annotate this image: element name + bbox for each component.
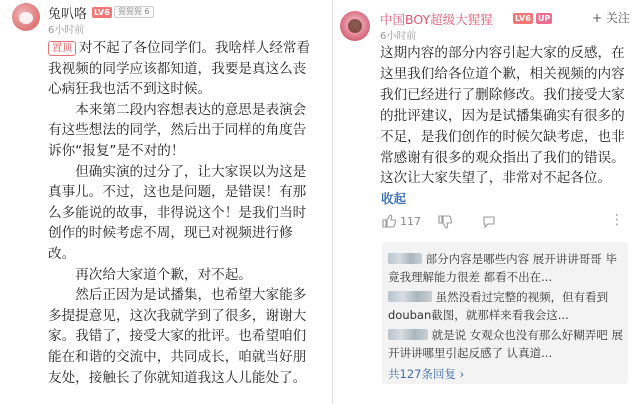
chevron-right-icon: › xyxy=(459,367,465,381)
timestamp: 6小时前 xyxy=(48,25,85,36)
up-badge: UP xyxy=(538,14,551,23)
paragraph-2: 本来第二段内容想表达的意思是表演会有这些想法的同学，然后出于同样的角度告诉你“报复”是不对的！ xyxy=(48,101,307,159)
pinned-badge: 置顶 xyxy=(48,41,76,56)
paragraph-1: 置顶 对不起了各位同学们。我啥样人经常看我视频的同学应该都知道，我要是真这么丧心病狂我也活不到这时候。 xyxy=(48,40,311,98)
reply-list xyxy=(382,242,628,384)
paragraph-5: 然后正因为是试播集，也希望大家能多多提提意见，这次我就学到了很多，谢谢大家。我错了，接受大家的批评。也希望咱们能在和谐的交流中，共同成长，咱就当好朋友处，接触长了你就知道我这人儿能处了。 xyxy=(48,287,307,386)
like-count: 117 xyxy=(400,215,421,228)
more-icon[interactable]: ⋮ xyxy=(610,212,625,228)
blurred-username xyxy=(388,253,422,264)
right-comment-panel xyxy=(336,0,640,404)
list-item[interactable]: 部分内容是哪些内容 展开讲讲哥哥 毕竟我理解能力很差 都看不出在... xyxy=(388,252,617,284)
timestamp: 6小时前 xyxy=(380,31,417,42)
level-badge: LV6 xyxy=(515,14,531,23)
list-item[interactable]: 虽然没看过完整的视频，但有看到douban截图，就那样来看我会这... xyxy=(388,290,609,322)
follow-button[interactable]: + 关注 xyxy=(592,11,630,25)
list-item[interactable]: 就是说 女观众也没有那么好糊弄吧 展开讲讲哪里引起反感了 认真道... xyxy=(388,328,623,360)
avatar[interactable] xyxy=(340,11,370,41)
comment-body: 这期内容的部分内容引起大家的反感，在这里我们给各位道个歉，相关视频的内容我们已经进行了删除修改。我们接受大家的批评建议，因为是试播集确实有很多的不足，是我们创作的时候欠缺考虑，也非常感谢有很多的观众指出了我们的错误。这次让大家失望了，非常对不起各位。 xyxy=(380,45,625,187)
dislike-icon[interactable] xyxy=(438,215,452,232)
action-bar xyxy=(380,214,634,234)
level-badge: LV6 xyxy=(94,8,110,17)
paragraph-4: 再次给大家道个歉，对不起。 xyxy=(75,266,252,283)
blurred-username xyxy=(388,291,432,302)
username[interactable]: 兔叭咯 xyxy=(48,7,88,22)
username[interactable]: 中国BOY超级大猩猩 xyxy=(380,12,493,27)
comment-body xyxy=(48,38,314,388)
fan-badge: 猩猩猩 6 xyxy=(114,6,154,18)
paragraph-3: 但确实演的过分了，让大家误以为这是真事儿。不过，这也是问题，是错误！有那么多能说的故事，非得说这个！是我们当时创作的时候考虑不周，现已对视频进行修改。 xyxy=(48,163,307,262)
blurred-username xyxy=(388,329,428,340)
reply-icon[interactable] xyxy=(482,215,496,232)
more-replies-link[interactable]: 共127条回复 › xyxy=(388,367,465,381)
like-icon[interactable] xyxy=(382,214,396,231)
avatar[interactable] xyxy=(12,3,40,31)
collapse-link[interactable]: 收起 xyxy=(381,191,407,206)
